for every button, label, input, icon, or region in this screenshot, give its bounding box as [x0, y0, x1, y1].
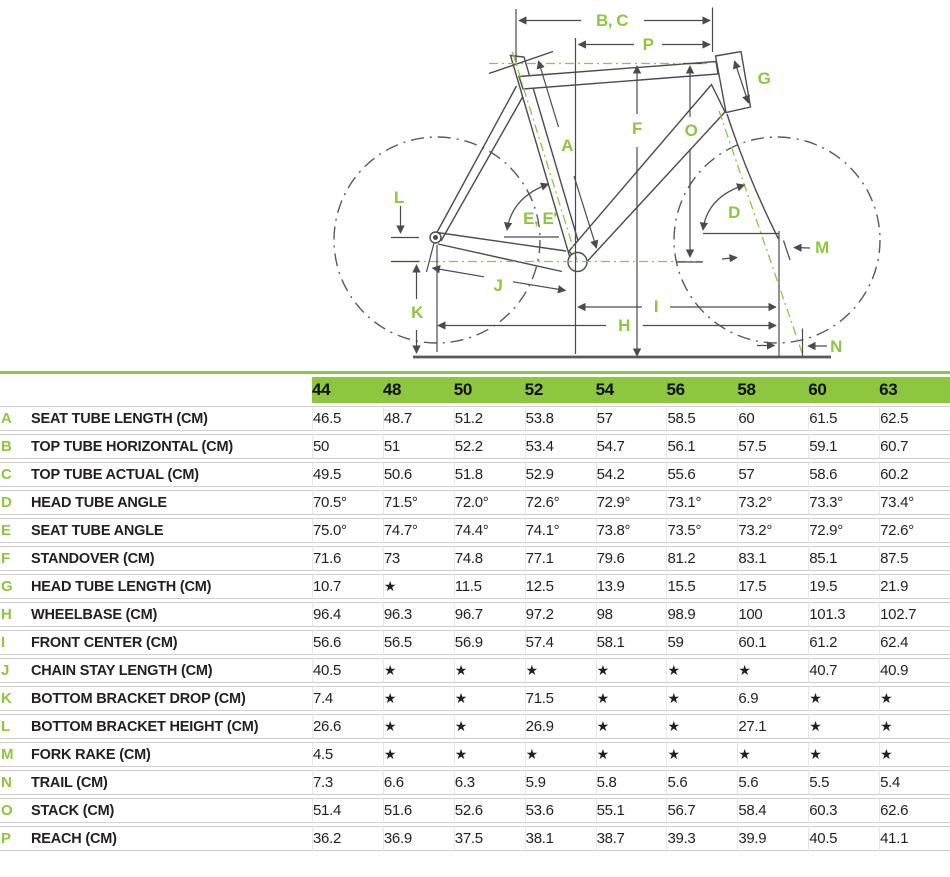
dim-label-l: L — [394, 188, 404, 207]
row-letter: J — [1, 661, 10, 679]
row-label: STACK (CM) — [31, 802, 115, 819]
value-cell-B-56: 56.1 — [666, 434, 737, 459]
row-letter: B — [1, 437, 12, 455]
value-cell-N-60: 5.5 — [808, 770, 879, 795]
value-cell-C-58: 57 — [737, 462, 808, 487]
value-cell-N-48: 6.6 — [383, 770, 454, 795]
row-label-cell-D — [0, 490, 312, 515]
value-cell-F-58: 83.1 — [737, 546, 808, 571]
value-cell-I-48: 56.5 — [383, 630, 454, 655]
value-cell-D-50: 72.0° — [454, 490, 525, 515]
value-cell-J-60: 40.7 — [808, 658, 879, 683]
dimension-labels — [394, 11, 842, 356]
value-cell-I-60: 61.2 — [808, 630, 879, 655]
value-cell-H-60: 101.3 — [808, 602, 879, 627]
value-cell-L-60: ★ — [808, 714, 879, 739]
value-cell-P-48: 36.9 — [383, 826, 454, 851]
value-cell-L-48: ★ — [383, 714, 454, 739]
value-cell-J-44: 40.5 — [312, 658, 383, 683]
row-label-cell-C — [0, 462, 312, 487]
dim-label-n: N — [830, 337, 842, 356]
row-label: FRONT CENTER (CM) — [31, 634, 178, 651]
table-row-J — [0, 658, 950, 683]
row-letter: E — [1, 521, 12, 539]
value-cell-E-56: 73.5° — [666, 518, 737, 543]
value-cell-K-44: 7.4 — [312, 686, 383, 711]
value-cell-O-58: 58.4 — [737, 798, 808, 823]
value-cell-P-60: 40.5 — [808, 826, 879, 851]
row-label-cell-N — [0, 770, 312, 795]
value-cell-I-54: 58.1 — [596, 630, 667, 655]
row-label-cell-P — [0, 826, 312, 851]
value-cell-A-56: 58.5 — [666, 406, 737, 431]
value-cell-P-52: 38.1 — [525, 826, 596, 851]
value-cell-K-54: ★ — [596, 686, 667, 711]
value-cell-M-54: ★ — [596, 742, 667, 767]
value-cell-F-56: 81.2 — [666, 546, 737, 571]
value-cell-H-63: 102.7 — [879, 602, 950, 627]
value-cell-H-56: 98.9 — [666, 602, 737, 627]
value-cell-B-54: 54.7 — [596, 434, 667, 459]
frame — [430, 52, 779, 272]
size-header-54: 54 — [596, 377, 667, 403]
row-label: TOP TUBE HORIZONTAL (CM) — [31, 438, 233, 455]
row-label: TOP TUBE ACTUAL (CM) — [31, 466, 199, 483]
row-letter: G — [1, 577, 13, 595]
table-row-N — [0, 770, 950, 795]
value-cell-M-52: ★ — [525, 742, 596, 767]
value-cell-K-60: ★ — [808, 686, 879, 711]
value-cell-B-60: 59.1 — [808, 434, 879, 459]
value-cell-N-54: 5.8 — [596, 770, 667, 795]
row-label-cell-J — [0, 658, 312, 683]
table-row-G — [0, 574, 950, 599]
row-label: HEAD TUBE LENGTH (CM) — [31, 578, 212, 595]
value-cell-O-52: 53.6 — [525, 798, 596, 823]
value-cell-O-54: 55.1 — [596, 798, 667, 823]
value-cell-O-56: 56.7 — [666, 798, 737, 823]
table-row-E — [0, 518, 950, 543]
value-cell-B-52: 53.4 — [525, 434, 596, 459]
value-cell-C-60: 58.6 — [808, 462, 879, 487]
row-label-cell-K — [0, 686, 312, 711]
value-cell-C-52: 52.9 — [525, 462, 596, 487]
value-cell-A-44: 46.5 — [312, 406, 383, 431]
value-cell-E-44: 75.0° — [312, 518, 383, 543]
value-cell-P-58: 39.9 — [737, 826, 808, 851]
value-cell-D-60: 73.3° — [808, 490, 879, 515]
row-label-cell-L — [0, 714, 312, 739]
row-label: STANDOVER (CM) — [31, 550, 155, 567]
size-header-52: 52 — [525, 377, 596, 403]
value-cell-B-48: 51 — [383, 434, 454, 459]
value-cell-O-63: 62.6 — [879, 798, 950, 823]
value-cell-F-63: 87.5 — [879, 546, 950, 571]
value-cell-D-58: 73.2° — [737, 490, 808, 515]
row-label: REACH (CM) — [31, 830, 117, 847]
row-label-cell-G — [0, 574, 312, 599]
geometry-diagram — [0, 0, 950, 371]
value-cell-F-54: 79.6 — [596, 546, 667, 571]
value-cell-F-52: 77.1 — [525, 546, 596, 571]
down-tube — [569, 85, 725, 268]
value-cell-D-54: 72.9° — [596, 490, 667, 515]
value-cell-K-56: ★ — [666, 686, 737, 711]
row-letter: D — [1, 493, 12, 511]
table-row-D — [0, 490, 950, 515]
row-label: BOTTOM BRACKET HEIGHT (CM) — [31, 718, 259, 735]
table-row-M — [0, 742, 950, 767]
front-wheel — [674, 137, 880, 343]
value-cell-G-56: 15.5 — [666, 574, 737, 599]
size-header-row — [0, 377, 950, 403]
value-cell-M-56: ★ — [666, 742, 737, 767]
value-cell-E-58: 73.2° — [737, 518, 808, 543]
table-row-F — [0, 546, 950, 571]
row-label-cell-B — [0, 434, 312, 459]
dim-label-j: J — [493, 276, 503, 295]
value-cell-I-44: 56.6 — [312, 630, 383, 655]
row-letter: P — [1, 829, 12, 847]
row-label: HEAD TUBE ANGLE — [31, 494, 167, 511]
value-cell-P-50: 37.5 — [454, 826, 525, 851]
value-cell-G-60: 19.5 — [808, 574, 879, 599]
value-cell-D-44: 70.5° — [312, 490, 383, 515]
table-row-B — [0, 434, 950, 459]
value-cell-L-44: 26.6 — [312, 714, 383, 739]
table-row-L — [0, 714, 950, 739]
row-label-cell-H — [0, 602, 312, 627]
value-cell-O-60: 60.3 — [808, 798, 879, 823]
value-cell-K-58: 6.9 — [737, 686, 808, 711]
row-letter: N — [1, 773, 12, 791]
value-cell-F-60: 85.1 — [808, 546, 879, 571]
value-cell-H-50: 96.7 — [454, 602, 525, 627]
value-cell-L-56: ★ — [666, 714, 737, 739]
value-cell-E-52: 74.1° — [525, 518, 596, 543]
value-cell-G-63: 21.9 — [879, 574, 950, 599]
row-letter: I — [1, 633, 6, 651]
dim-label-a: A — [561, 136, 573, 155]
value-cell-J-63: 40.9 — [879, 658, 950, 683]
value-cell-D-63: 73.4° — [879, 490, 950, 515]
value-cell-F-48: 73 — [383, 546, 454, 571]
dim-label-d: D — [728, 203, 740, 222]
value-cell-I-52: 57.4 — [525, 630, 596, 655]
dim-label-k: K — [411, 303, 423, 322]
value-cell-G-58: 17.5 — [737, 574, 808, 599]
value-cell-O-48: 51.6 — [383, 798, 454, 823]
row-label-cell-O — [0, 798, 312, 823]
row-label-cell-I — [0, 630, 312, 655]
value-cell-H-44: 96.4 — [312, 602, 383, 627]
value-cell-C-54: 54.2 — [596, 462, 667, 487]
value-cell-D-48: 71.5° — [383, 490, 454, 515]
value-cell-D-52: 72.6° — [525, 490, 596, 515]
corner-cell — [0, 377, 312, 403]
value-cell-M-63: ★ — [879, 742, 950, 767]
value-cell-C-56: 55.6 — [666, 462, 737, 487]
value-cell-K-50: ★ — [454, 686, 525, 711]
value-cell-B-50: 52.2 — [454, 434, 525, 459]
row-letter: C — [1, 465, 12, 483]
value-cell-C-50: 51.8 — [454, 462, 525, 487]
value-cell-I-63: 62.4 — [879, 630, 950, 655]
table-row-A — [0, 406, 950, 431]
value-cell-A-58: 60 — [737, 406, 808, 431]
row-label: SEAT TUBE LENGTH (CM) — [31, 410, 208, 427]
size-header-56: 56 — [666, 377, 737, 403]
row-label: CHAIN STAY LENGTH (CM) — [31, 662, 213, 679]
value-cell-M-44: 4.5 — [312, 742, 383, 767]
value-cell-M-48: ★ — [383, 742, 454, 767]
value-cell-A-48: 48.7 — [383, 406, 454, 431]
value-cell-A-63: 62.5 — [879, 406, 950, 431]
size-header-58: 58 — [737, 377, 808, 403]
dim-label-i: I — [653, 297, 659, 316]
value-cell-H-54: 98 — [596, 602, 667, 627]
rear-axle-dot — [434, 236, 438, 240]
value-cell-F-50: 74.8 — [454, 546, 525, 571]
value-cell-L-54: ★ — [596, 714, 667, 739]
value-cell-A-54: 57 — [596, 406, 667, 431]
value-cell-K-52: 71.5 — [525, 686, 596, 711]
dim-label-bc: B, C — [596, 11, 628, 30]
row-label: WHEELBASE (CM) — [31, 606, 158, 623]
dim-label-h: H — [618, 316, 630, 335]
size-header-44: 44 — [312, 377, 383, 403]
value-cell-I-58: 60.1 — [737, 630, 808, 655]
value-cell-L-58: 27.1 — [737, 714, 808, 739]
row-letter: O — [1, 801, 13, 819]
row-label: SEAT TUBE ANGLE — [31, 522, 164, 539]
value-cell-A-52: 53.8 — [525, 406, 596, 431]
value-cell-J-58: ★ — [737, 658, 808, 683]
row-label: FORK RAKE (CM) — [31, 746, 151, 763]
row-letter: F — [1, 549, 11, 567]
value-cell-E-60: 72.9° — [808, 518, 879, 543]
value-cell-E-50: 74.4° — [454, 518, 525, 543]
value-cell-E-54: 73.8° — [596, 518, 667, 543]
row-label-cell-E — [0, 518, 312, 543]
seat-stay — [435, 86, 517, 236]
value-cell-N-58: 5.6 — [737, 770, 808, 795]
value-cell-H-52: 97.2 — [525, 602, 596, 627]
table-row-P — [0, 826, 950, 851]
row-label: TRAIL (CM) — [31, 774, 108, 791]
value-cell-G-44: 10.7 — [312, 574, 383, 599]
size-header-50: 50 — [454, 377, 525, 403]
size-header-60: 60 — [808, 377, 879, 403]
table-row-O — [0, 798, 950, 823]
value-cell-I-50: 56.9 — [454, 630, 525, 655]
value-cell-F-44: 71.6 — [312, 546, 383, 571]
dim-label-p: P — [642, 35, 654, 54]
value-cell-L-63: ★ — [879, 714, 950, 739]
value-cell-J-52: ★ — [525, 658, 596, 683]
row-label: BOTTOM BRACKET DROP (CM) — [31, 690, 246, 707]
value-cell-C-44: 49.5 — [312, 462, 383, 487]
value-cell-H-48: 96.3 — [383, 602, 454, 627]
value-cell-P-54: 38.7 — [596, 826, 667, 851]
row-label-cell-A — [0, 406, 312, 431]
value-cell-D-56: 73.1° — [666, 490, 737, 515]
value-cell-L-52: 26.9 — [525, 714, 596, 739]
dim-label-m: M — [815, 238, 829, 257]
value-cell-E-63: 72.6° — [879, 518, 950, 543]
table-row-K — [0, 686, 950, 711]
value-cell-G-50: 11.5 — [454, 574, 525, 599]
value-cell-N-63: 5.4 — [879, 770, 950, 795]
row-label-cell-M — [0, 742, 312, 767]
row-label-cell-F — [0, 546, 312, 571]
value-cell-G-52: 12.5 — [525, 574, 596, 599]
value-cell-O-44: 51.4 — [312, 798, 383, 823]
value-cell-M-58: ★ — [737, 742, 808, 767]
bike-diagram-svg — [0, 0, 950, 371]
value-cell-C-63: 60.2 — [879, 462, 950, 487]
row-letter: A — [1, 409, 12, 427]
row-letter: H — [1, 605, 12, 623]
value-cell-B-58: 57.5 — [737, 434, 808, 459]
value-cell-J-54: ★ — [596, 658, 667, 683]
dim-label-f: F — [632, 119, 642, 138]
row-letter: L — [1, 717, 11, 735]
value-cell-L-50: ★ — [454, 714, 525, 739]
value-cell-K-48: ★ — [383, 686, 454, 711]
value-cell-B-44: 50 — [312, 434, 383, 459]
value-cell-H-58: 100 — [737, 602, 808, 627]
dim-label-o: O — [684, 121, 698, 140]
value-cell-J-48: ★ — [383, 658, 454, 683]
value-cell-B-63: 60.7 — [879, 434, 950, 459]
value-cell-G-54: 13.9 — [596, 574, 667, 599]
size-header-48: 48 — [383, 377, 454, 403]
value-cell-M-50: ★ — [454, 742, 525, 767]
row-letter: K — [1, 689, 12, 707]
table-row-I — [0, 630, 950, 655]
dimension-lines — [391, 8, 827, 357]
size-header-63: 63 — [879, 377, 950, 403]
value-cell-A-50: 51.2 — [454, 406, 525, 431]
value-cell-C-48: 50.6 — [383, 462, 454, 487]
value-cell-N-50: 6.3 — [454, 770, 525, 795]
value-cell-P-63: 41.1 — [879, 826, 950, 851]
top-tube — [519, 62, 718, 90]
table-row-C — [0, 462, 950, 487]
dim-label-ee: E, E' — [523, 209, 557, 228]
value-cell-P-56: 39.3 — [666, 826, 737, 851]
value-cell-N-52: 5.9 — [525, 770, 596, 795]
dim-label-g: G — [757, 69, 771, 88]
table-row-H — [0, 602, 950, 627]
value-cell-G-48: ★ — [383, 574, 454, 599]
value-cell-J-56: ★ — [666, 658, 737, 683]
value-cell-O-50: 52.6 — [454, 798, 525, 823]
row-letter: M — [1, 745, 14, 763]
geometry-table — [0, 374, 950, 854]
value-cell-A-60: 61.5 — [808, 406, 879, 431]
value-cell-J-50: ★ — [454, 658, 525, 683]
value-cell-E-48: 74.7° — [383, 518, 454, 543]
value-cell-K-63: ★ — [879, 686, 950, 711]
value-cell-N-56: 5.6 — [666, 770, 737, 795]
value-cell-N-44: 7.3 — [312, 770, 383, 795]
value-cell-P-44: 36.2 — [312, 826, 383, 851]
value-cell-I-56: 59 — [666, 630, 737, 655]
value-cell-M-60: ★ — [808, 742, 879, 767]
